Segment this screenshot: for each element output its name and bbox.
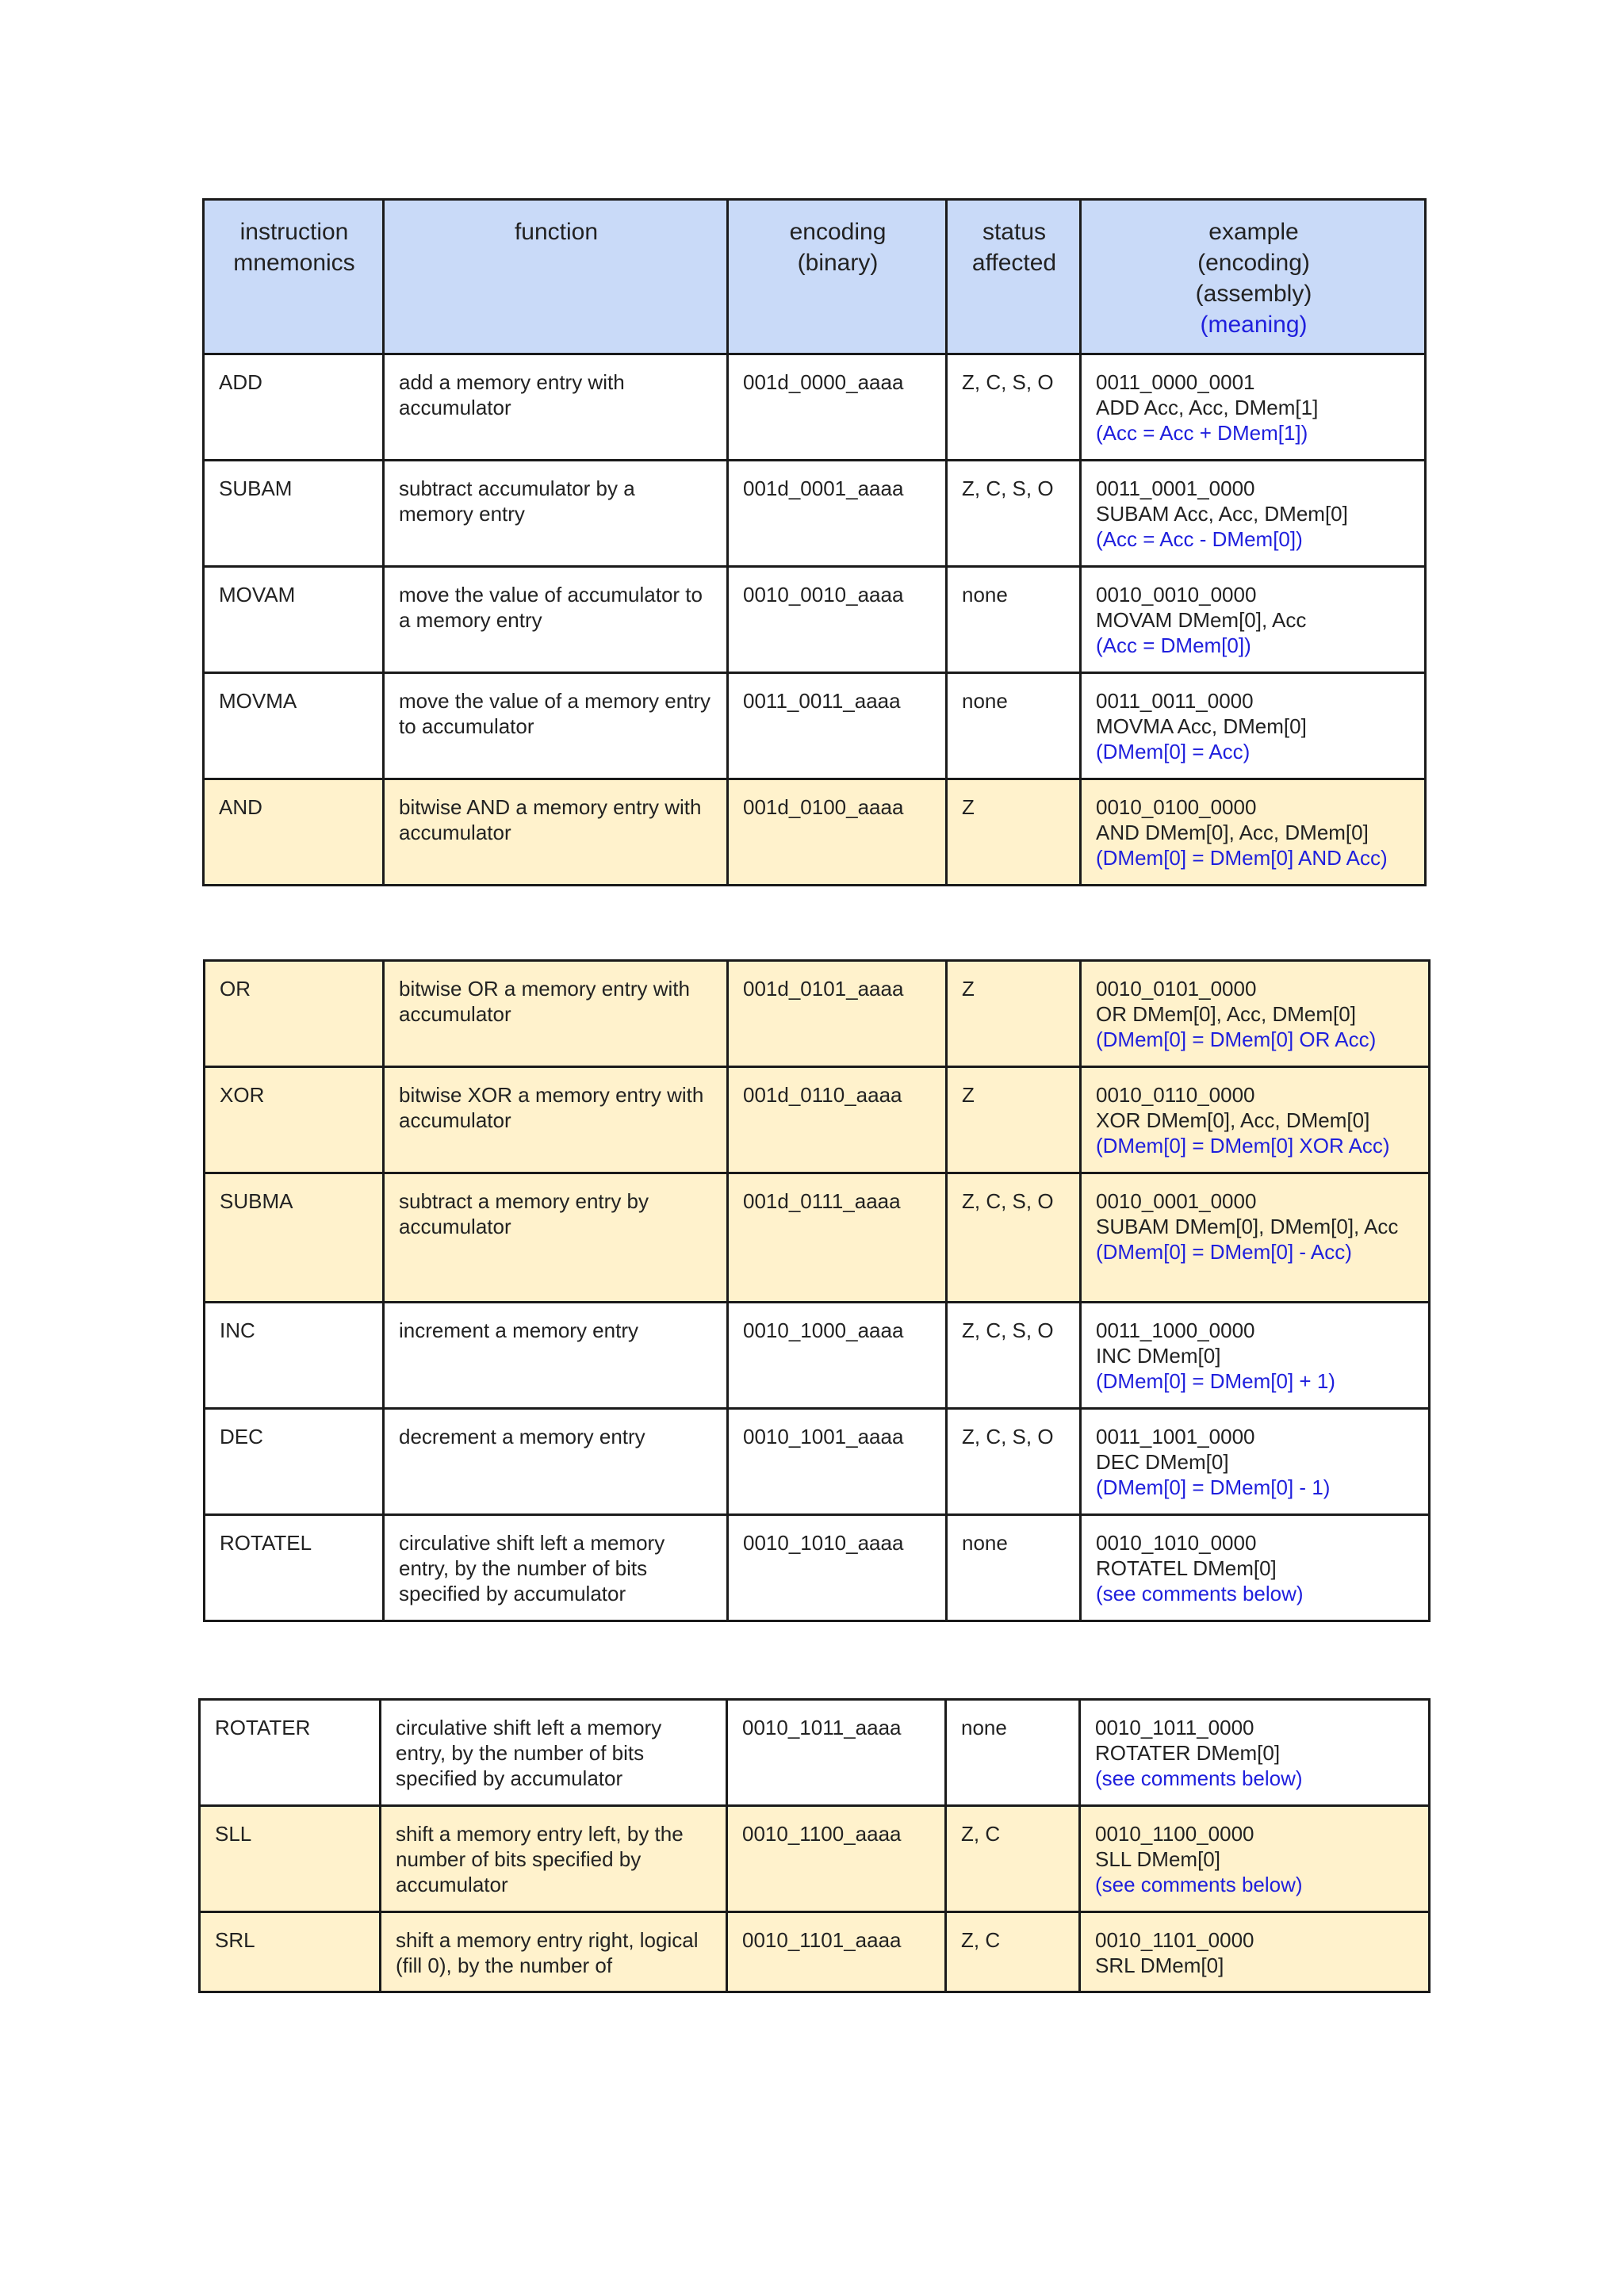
example-encoding: 0011_1001_0000: [1096, 1425, 1255, 1448]
encoding-cell: 0010_0010_aaaa: [728, 567, 947, 673]
mnemonic-cell: MOVAM: [204, 567, 384, 673]
example-assembly: ADD Acc, Acc, DMem[1]: [1096, 396, 1319, 419]
example-assembly: MOVAM DMem[0], Acc: [1096, 608, 1307, 632]
encoding-cell: 001d_0101_aaaa: [728, 961, 947, 1067]
example-encoding: 0011_1000_0000: [1096, 1318, 1255, 1342]
mnemonic-cell: SRL: [200, 1912, 381, 1992]
table-row: [205, 1515, 1430, 1621]
example-assembly: DEC DMem[0]: [1096, 1450, 1229, 1474]
example-assembly: SUBAM DMem[0], DMem[0], Acc: [1096, 1215, 1399, 1238]
example-encoding: 0010_1100_0000: [1095, 1822, 1254, 1846]
example-assembly: SRL DMem[0]: [1095, 1954, 1224, 1977]
example-meaning: (DMem[0] = DMem[0] OR Acc): [1096, 1027, 1377, 1051]
example-cell: [1081, 461, 1426, 567]
status-cell: Z: [947, 961, 1081, 1067]
encoding-cell: 001d_0000_aaaa: [728, 354, 947, 461]
header-encoding: encoding (binary): [728, 200, 947, 354]
function-cell: move the value of a memory entry to accumulator: [384, 673, 728, 779]
example-assembly: ROTATEL DMem[0]: [1096, 1556, 1277, 1580]
status-cell: Z, C: [946, 1806, 1080, 1912]
mnemonic-cell: OR: [205, 961, 384, 1067]
encoding-cell: 0010_1101_aaaa: [727, 1912, 946, 1992]
example-encoding: 0010_1010_0000: [1096, 1531, 1257, 1555]
example-meaning: (see comments below): [1096, 1582, 1304, 1605]
status-cell: none: [947, 1515, 1081, 1621]
example-assembly: SLL DMem[0]: [1095, 1847, 1220, 1871]
example-cell: [1081, 1409, 1430, 1515]
function-cell: subtract accumulator by a memory entry: [384, 461, 728, 567]
status-cell: Z, C, S, O: [947, 461, 1081, 567]
mnemonic-cell: XOR: [205, 1067, 384, 1173]
table-row-highlighted: [205, 1173, 1430, 1303]
example-assembly: MOVMA Acc, DMem[0]: [1096, 714, 1307, 738]
example-meaning: (see comments below): [1095, 1873, 1303, 1896]
mnemonic-cell: AND: [204, 779, 384, 886]
example-cell: [1081, 1515, 1430, 1621]
encoding-cell: 0010_1000_aaaa: [728, 1303, 947, 1409]
table-row-highlighted: [200, 1912, 1430, 1992]
mnemonic-cell: SUBAM: [204, 461, 384, 567]
example-meaning: (DMem[0] = DMem[0] XOR Acc): [1096, 1134, 1390, 1158]
encoding-cell: 001d_0111_aaaa: [728, 1173, 947, 1303]
example-assembly: INC DMem[0]: [1096, 1344, 1221, 1368]
example-cell: [1081, 567, 1426, 673]
example-encoding: 0011_0011_0000: [1096, 689, 1254, 713]
encoding-cell: 0011_0011_aaaa: [728, 673, 947, 779]
header-status: status affected: [947, 200, 1081, 354]
table-row: [200, 1700, 1430, 1806]
status-cell: Z, C, S, O: [947, 1173, 1081, 1303]
table-row: [204, 354, 1426, 461]
mnemonic-cell: ROTATEL: [205, 1515, 384, 1621]
function-cell: bitwise AND a memory entry with accumulator: [384, 779, 728, 886]
mnemonic-cell: SLL: [200, 1806, 381, 1912]
mnemonic-cell: SUBMA: [205, 1173, 384, 1303]
example-assembly: ROTATER DMem[0]: [1095, 1741, 1281, 1765]
function-cell: decrement a memory entry: [384, 1409, 728, 1515]
example-meaning: (DMem[0] = DMem[0] - Acc): [1096, 1240, 1352, 1264]
function-cell: circulative shift left a memory entry, by the number of bits specified by accumulator: [381, 1700, 727, 1806]
example-assembly: SUBAM Acc, Acc, DMem[0]: [1096, 502, 1348, 526]
encoding-cell: 0010_1011_aaaa: [727, 1700, 946, 1806]
encoding-cell: 0010_1001_aaaa: [728, 1409, 947, 1515]
table-row-highlighted: [200, 1806, 1430, 1912]
instruction-table-1: [202, 198, 1427, 886]
example-meaning: (DMem[0] = DMem[0] AND Acc): [1096, 846, 1388, 870]
status-cell: Z, C, S, O: [947, 354, 1081, 461]
example-cell: [1081, 961, 1430, 1067]
example-cell: [1081, 673, 1426, 779]
function-cell: subtract a memory entry by accumulator: [384, 1173, 728, 1303]
example-cell: [1080, 1700, 1430, 1806]
example-cell: [1081, 1067, 1430, 1173]
function-cell: increment a memory entry: [384, 1303, 728, 1409]
table-row: [204, 673, 1426, 779]
header-function: function: [384, 200, 728, 354]
example-assembly: XOR DMem[0], Acc, DMem[0]: [1096, 1108, 1370, 1132]
encoding-cell: 0010_1100_aaaa: [727, 1806, 946, 1912]
example-encoding: 0011_0000_0001: [1096, 370, 1255, 394]
example-cell: [1081, 779, 1426, 886]
status-cell: Z, C: [946, 1912, 1080, 1992]
table-row-highlighted: [204, 779, 1426, 886]
example-meaning: (see comments below): [1095, 1766, 1303, 1790]
example-assembly: AND DMem[0], Acc, DMem[0]: [1096, 821, 1369, 844]
encoding-cell: 001d_0110_aaaa: [728, 1067, 947, 1173]
mnemonic-cell: ROTATER: [200, 1700, 381, 1806]
example-cell: [1081, 354, 1426, 461]
example-cell: [1080, 1912, 1430, 1992]
status-cell: Z: [947, 1067, 1081, 1173]
example-meaning: (DMem[0] = DMem[0] + 1): [1096, 1369, 1335, 1393]
function-cell: move the value of accumulator to a memory entry: [384, 567, 728, 673]
example-encoding: 0011_0001_0000: [1096, 476, 1255, 500]
example-encoding: 0010_0010_0000: [1096, 583, 1257, 607]
function-cell: shift a memory entry right, logical (fill 0), by the number of: [381, 1912, 727, 1992]
status-cell: none: [947, 567, 1081, 673]
instruction-table-3: [198, 1698, 1431, 1993]
example-encoding: 0010_1011_0000: [1095, 1716, 1254, 1739]
function-cell: circulative shift left a memory entry, by the number of bits specified by accumulator: [384, 1515, 728, 1621]
status-cell: Z, C, S, O: [947, 1303, 1081, 1409]
example-meaning: (Acc = DMem[0]): [1096, 633, 1251, 657]
table-row-highlighted: [205, 1067, 1430, 1173]
table-row: [204, 461, 1426, 567]
table-row: [205, 1303, 1430, 1409]
header-example: example (encoding) (assembly) (meaning): [1081, 200, 1426, 354]
example-encoding: 0010_0101_0000: [1096, 977, 1257, 1001]
mnemonic-cell: MOVMA: [204, 673, 384, 779]
instruction-table-2: [203, 959, 1431, 1622]
example-meaning: (Acc = Acc - DMem[0]): [1096, 527, 1303, 551]
function-cell: shift a memory entry left, by the number of bits specified by accumulator: [381, 1806, 727, 1912]
mnemonic-cell: DEC: [205, 1409, 384, 1515]
encoding-cell: 001d_0001_aaaa: [728, 461, 947, 567]
status-cell: none: [946, 1700, 1080, 1806]
example-meaning: (DMem[0] = Acc): [1096, 740, 1251, 763]
table-row-highlighted: [205, 961, 1430, 1067]
encoding-cell: 0010_1010_aaaa: [728, 1515, 947, 1621]
example-meaning: (DMem[0] = DMem[0] - 1): [1096, 1475, 1331, 1499]
status-cell: Z, C, S, O: [947, 1409, 1081, 1515]
mnemonic-cell: ADD: [204, 354, 384, 461]
header-row: [204, 200, 1426, 354]
example-encoding: 0010_1101_0000: [1095, 1928, 1254, 1952]
example-encoding: 0010_0110_0000: [1096, 1083, 1255, 1107]
function-cell: bitwise OR a memory entry with accumulator: [384, 961, 728, 1067]
mnemonic-cell: INC: [205, 1303, 384, 1409]
example-encoding: 0010_0100_0000: [1096, 795, 1257, 819]
status-cell: none: [947, 673, 1081, 779]
table-row: [205, 1409, 1430, 1515]
function-cell: bitwise XOR a memory entry with accumulator: [384, 1067, 728, 1173]
header-mnemonics: instruction mnemonics: [204, 200, 384, 354]
example-cell: [1081, 1303, 1430, 1409]
example-meaning: (Acc = Acc + DMem[1]): [1096, 421, 1308, 445]
example-assembly: OR DMem[0], Acc, DMem[0]: [1096, 1002, 1356, 1026]
example-cell: [1081, 1173, 1430, 1303]
encoding-cell: 001d_0100_aaaa: [728, 779, 947, 886]
table-row: [204, 567, 1426, 673]
example-encoding: 0010_0001_0000: [1096, 1189, 1257, 1213]
example-cell: [1080, 1806, 1430, 1912]
function-cell: add a memory entry with accumulator: [384, 354, 728, 461]
status-cell: Z: [947, 779, 1081, 886]
